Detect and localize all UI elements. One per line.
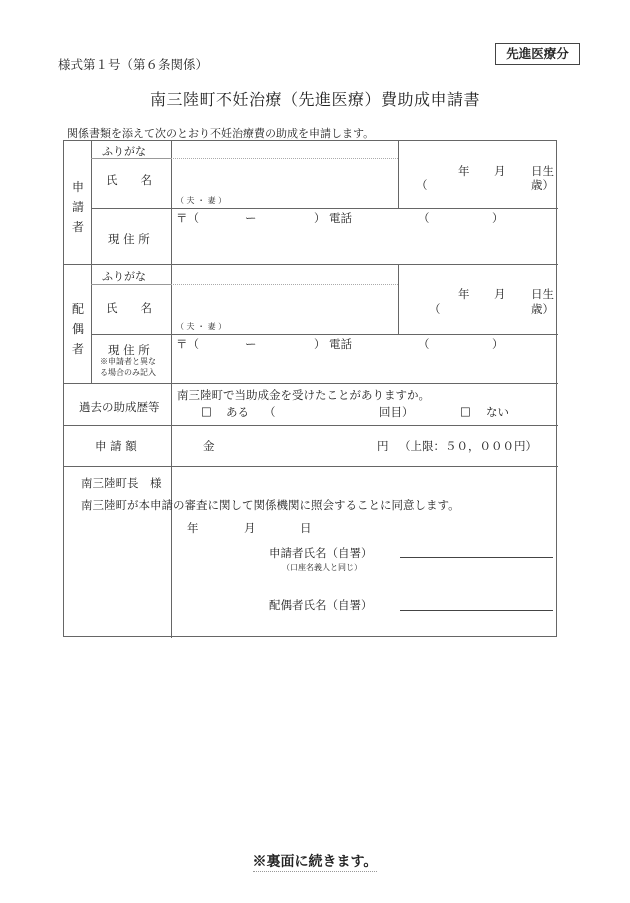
amount-consent-divider [64,466,558,467]
consent-month: 月 [244,521,256,535]
spouse-signature-label: 配偶者氏名（自署） [269,598,373,612]
spouse-age-close: 歳） [531,302,554,316]
spouse-husband-wife[interactable]: （ 夫 ・ 妻 ） [176,322,227,331]
history-yes-checkbox[interactable]: □ [201,404,212,418]
applicant-age-open: （ [416,178,428,192]
history-no-label: ない [486,405,509,419]
applicant-age-close: 歳） [531,178,554,192]
history-times-input[interactable] [274,404,374,418]
section-divider [91,141,92,383]
applicant-phone-label: 電話 [329,211,352,225]
history-amount-divider [64,425,558,426]
continued-notice: ※裏面に続きます。 [252,854,378,870]
spouse-history-divider [64,383,558,384]
consent-year: 年 [187,521,199,535]
applicant-birthdate-input[interactable] [404,161,554,201]
applicant-husband-wife[interactable]: （ 夫 ・ 妻 ） [176,196,227,205]
consent-statement: 南三陸町が本申請の審査に関して関係機関に照会することに同意します。 [81,498,460,512]
amount-limit: （上限：５０，０００円） [399,439,537,453]
applicant-birth-month: 月 [494,164,506,178]
spouse-name-label: 氏 名 [106,301,152,315]
consent-date-input[interactable] [159,517,319,535]
applicant-birth-year: 年 [458,164,470,178]
spouse-phone-open: （ [418,337,430,351]
amount-prefix: 金 [203,439,215,453]
spouse-name-address-divider [91,334,558,335]
spouse-phone-close: ） [492,337,504,351]
consent-day: 日 [300,521,312,535]
advanced-medical-badge: 先進医療分 [495,43,580,65]
applicant-signature-line[interactable] [400,557,553,558]
applicant-furigana-label: ふりがな [102,145,146,158]
applicant-address-input[interactable] [176,227,551,259]
applicant-birth-day: 日生 [531,164,554,178]
applicant-signature-label: 申請者氏名（自署） [269,546,373,560]
applicant-signature-note: （口座名義人と同じ） [282,563,362,572]
spouse-birth-day: 日生 [531,287,554,301]
intro-text: 関係書類を添えて次のとおり不妊治療費の助成を申請します。 [67,127,375,140]
spouse-furigana-divider [171,284,398,285]
history-question: 南三陸町で当助成金を受けたことがありますか。 [177,388,430,402]
birth-divider [398,141,399,208]
spouse-address-input[interactable] [176,351,551,379]
spouse-birthdate-input[interactable] [404,286,554,326]
document-title: 南三陸町不妊治療（先進医療）費助成申請書 [149,90,480,109]
spouse-birth-month: 月 [494,287,506,301]
name-address-divider [91,208,558,209]
history-no-checkbox[interactable]: □ [460,404,471,418]
spouse-furigana-input[interactable] [176,268,396,282]
history-label: 過去の助成歴等 [79,400,160,414]
applicant-spouse-divider [64,264,558,265]
amount-input[interactable] [219,436,369,452]
spouse-address-note: ※申請者と異な [100,357,156,366]
applicant-section-label: 申 請 者 [71,180,84,234]
applicant-name-input[interactable] [176,161,396,191]
history-yes-label: ある [226,405,249,419]
applicant-name-label: 氏 名 [106,173,152,187]
spouse-address-label: 現 住 所 [108,343,150,357]
applicant-furigana-input[interactable] [176,143,396,157]
spouse-signature-line[interactable] [400,610,553,611]
furigana-divider [171,158,398,159]
spouse-age-open: （ [429,302,441,316]
spouse-birth-year: 年 [458,287,470,301]
applicant-postal-code[interactable]: 〒（ ー ） [176,211,326,225]
history-yes-open: （ [264,405,276,419]
form-number: 様式第１号（第６条関係） [58,57,209,72]
applicant-phone-close: ） [492,211,504,225]
spouse-furigana-label: ふりがな [102,270,146,283]
spouse-address-note-2: る場合のみ記入 [100,368,156,377]
label-divider [171,141,172,638]
history-times-label: 回目） [379,405,414,419]
consent-addressee: 南三陸町長 様 [81,476,162,490]
spouse-phone-label: 電話 [329,337,352,351]
spouse-postal-code[interactable]: 〒（ ー ） [176,337,326,351]
amount-label: 申 請 額 [95,439,137,453]
applicant-phone-open: （ [418,211,430,225]
spouse-birth-divider [398,264,399,334]
spouse-furigana-label-divider [91,284,171,285]
applicant-address-label: 現 住 所 [108,232,150,246]
spouse-name-input[interactable] [176,288,396,318]
application-form-table [63,140,557,637]
amount-yen: 円 [377,439,389,453]
spouse-section-label: 配 偶 者 [71,302,84,356]
